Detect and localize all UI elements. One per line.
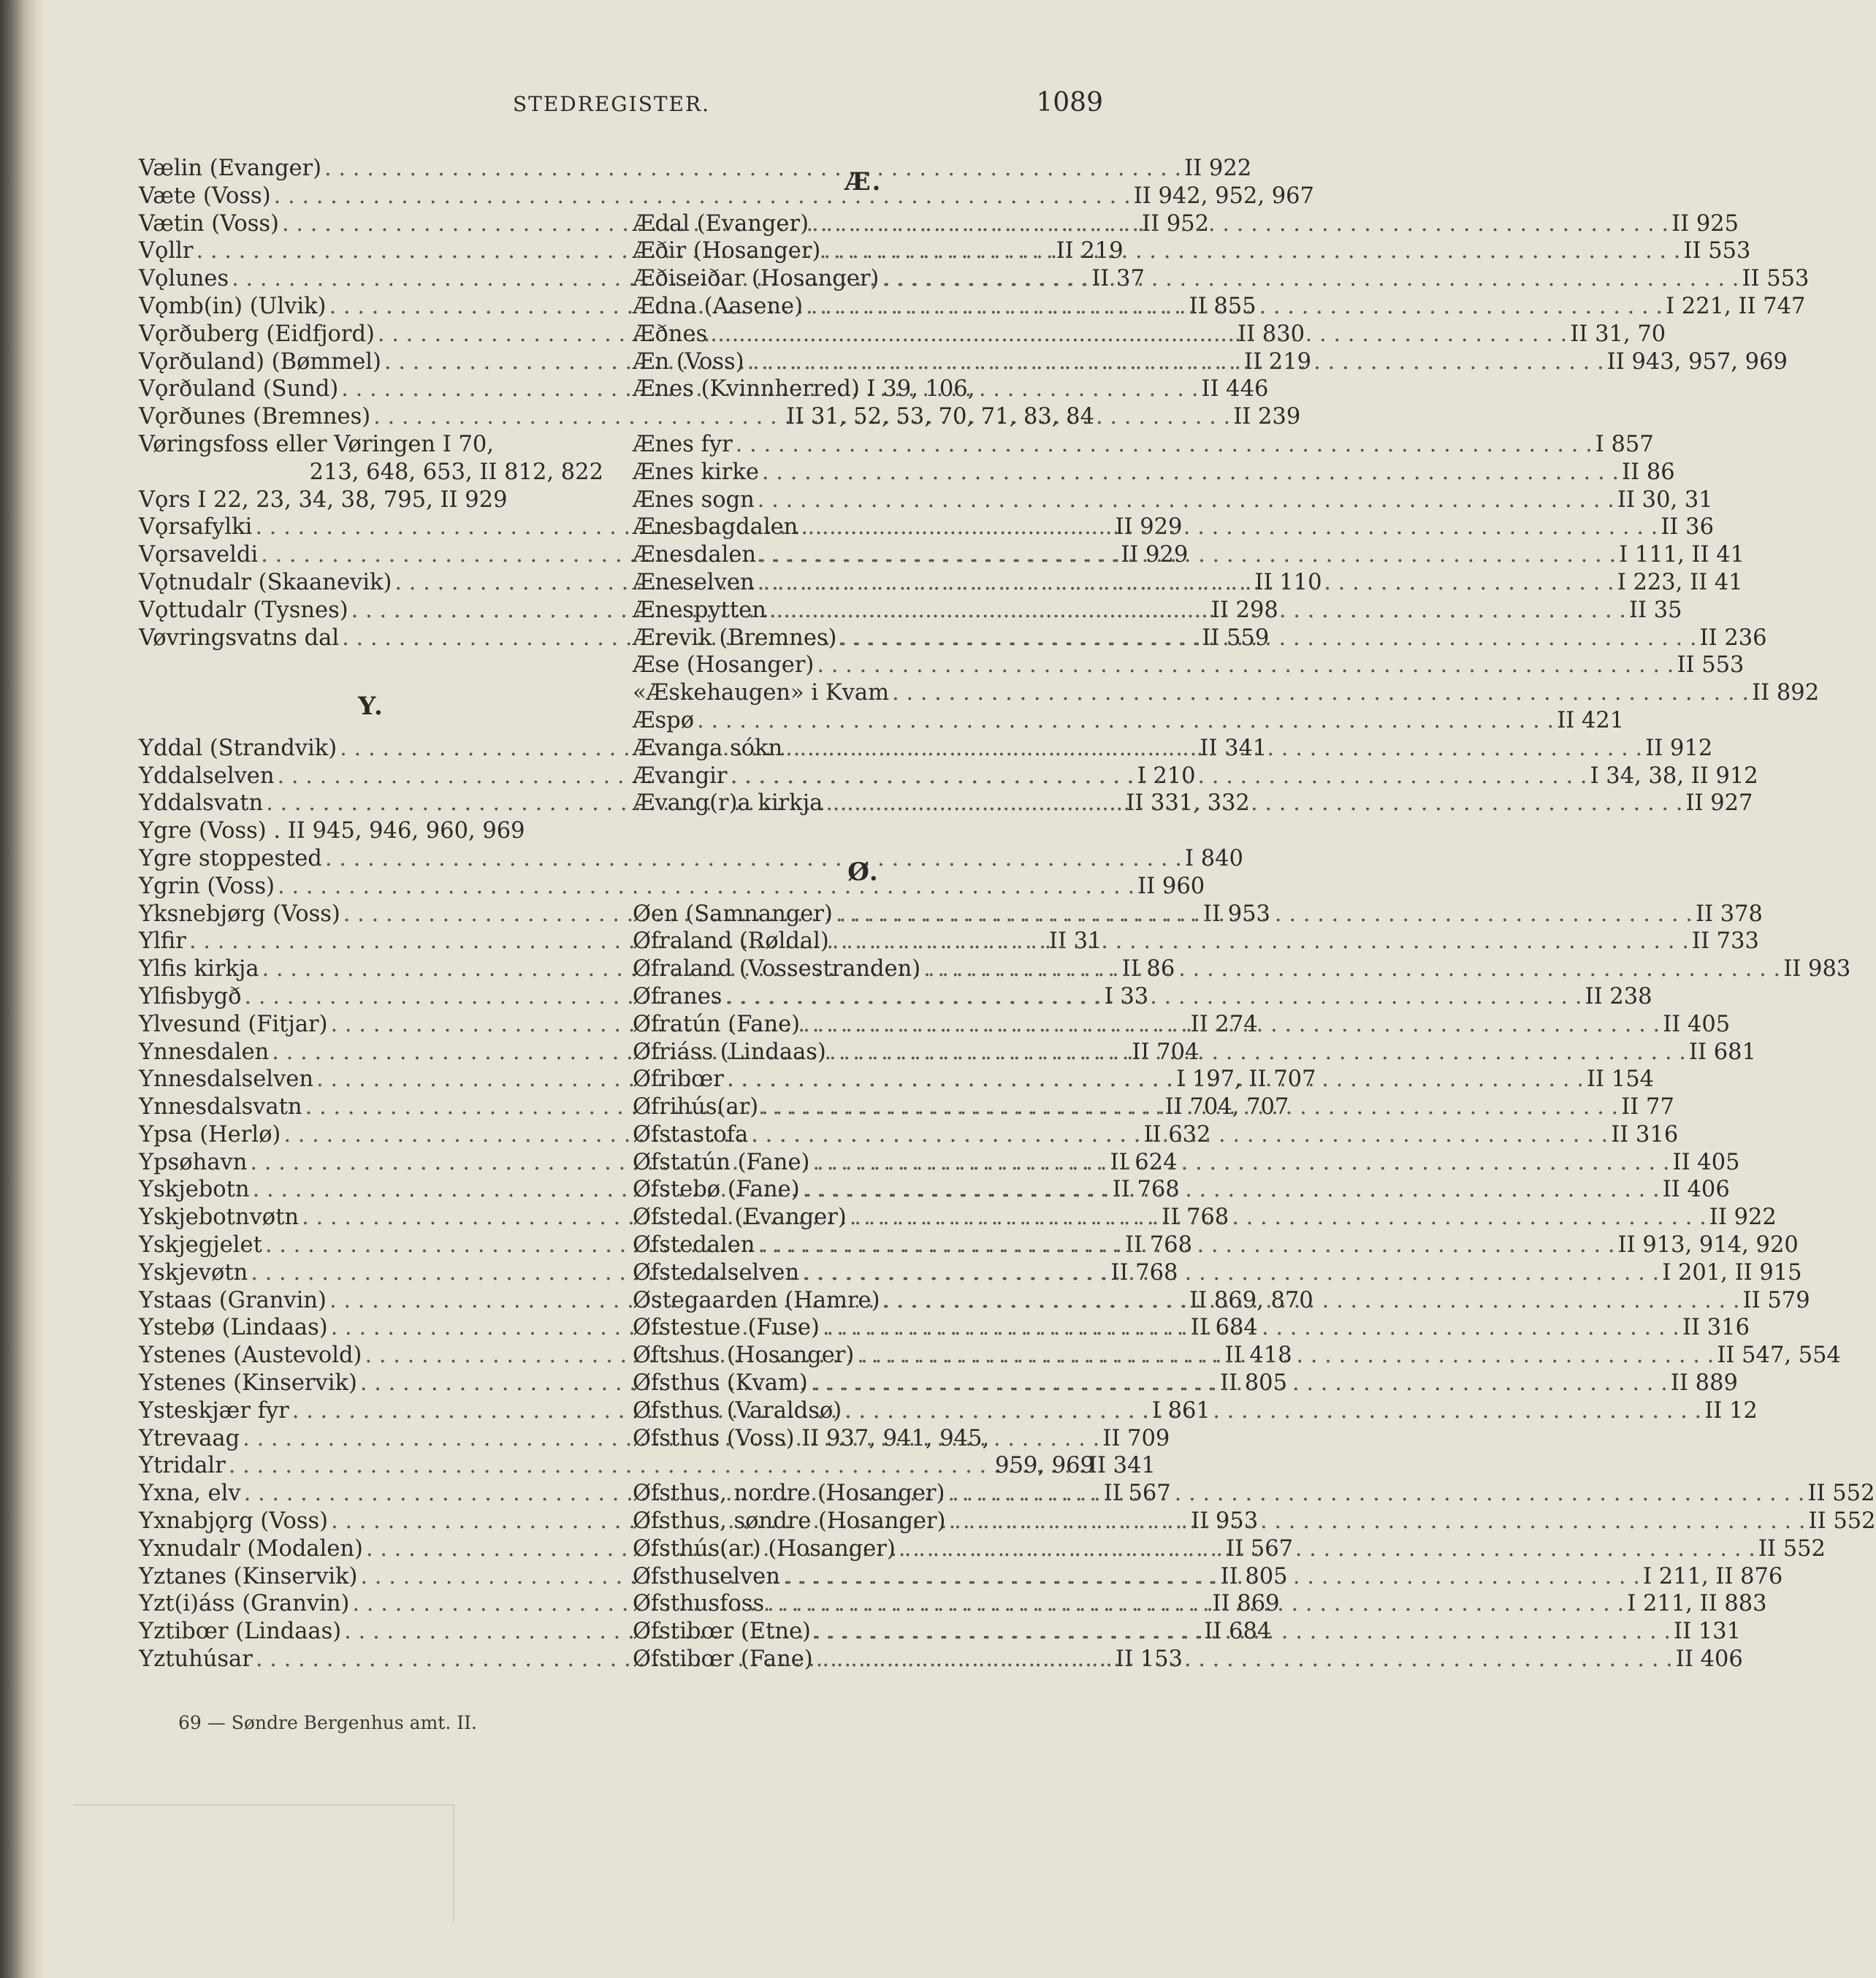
index-entry [633, 1425, 1094, 1453]
dot-leader [823, 790, 1685, 817]
dot-leader [780, 1563, 1643, 1591]
entry-name: Vælin (Evanger) [139, 156, 322, 181]
index-entry [139, 155, 1252, 183]
entry-name: Ævanga sókn [633, 735, 783, 761]
dot-leader [755, 486, 1617, 514]
dot-leader [854, 1342, 1717, 1370]
entry-reference: II 624 [1110, 1149, 1178, 1175]
entry-reference: I 111, II 41 [1619, 542, 1745, 568]
entry-reference: II 131 [1674, 1619, 1742, 1645]
signature-mark: 69 — Søndre Bergenhus amt. II. [178, 1712, 477, 1733]
entry-name: Ytrevaag [139, 1425, 240, 1451]
entry-name: Øfsthus (Varaldsø) [633, 1397, 842, 1424]
index-entry [633, 431, 1654, 459]
running-title: STEDREGISTER. [513, 92, 710, 116]
entry-reference: II 869 [1212, 1591, 1280, 1617]
entry-name: Ygrin (Voss) [139, 873, 275, 899]
entry-reference: II 77 [1621, 1094, 1674, 1120]
dot-leader [800, 1011, 1663, 1039]
entry-name: Øfstedal (Evanger) [633, 1204, 847, 1231]
entry-name: Yxnudalr (Modalen) [139, 1535, 363, 1562]
entry-name: Yztanes (Kinservik) [139, 1563, 358, 1589]
entry-name: Vǫrðuland (Sund) [139, 376, 339, 402]
entry-reference: II 405 [1663, 1011, 1731, 1037]
entry-name: Ystebø (Lindaas) [139, 1315, 328, 1341]
entry-name: Øfrihús(ar) [633, 1094, 759, 1120]
entry-reference: II 912 [1645, 735, 1713, 761]
entry-reference: II 681 [1688, 1039, 1756, 1065]
entry-name: Æn (Voss) [633, 348, 744, 375]
entry-name: Ylvesund (Fitjar) [139, 1011, 328, 1037]
entry-name: Ænespytten [633, 597, 766, 623]
entry-reference: II 943, 957, 969 [1606, 348, 1788, 375]
entry-reference: I 857 [1595, 431, 1654, 457]
entry-reference: II 35 [1628, 597, 1682, 623]
dot-leader [758, 1093, 1621, 1121]
index-entry [633, 928, 1759, 955]
dot-leader [889, 679, 1752, 707]
entry-name: Vøvringsvatns dal [139, 625, 340, 651]
entry-reference: II 219 [1244, 348, 1312, 375]
index-entry [139, 873, 1205, 901]
entry-name: Vǫlunes [139, 266, 229, 292]
entry-reference: II 406 [1675, 1646, 1743, 1673]
entry-reference: II 922 [1184, 156, 1252, 181]
entry-name: Ystenes (Austevold) [139, 1343, 362, 1369]
entry-name: Ystaas (Granvin) [139, 1287, 327, 1313]
entry-reference: II 952 [1142, 210, 1210, 237]
entry-reference: II 684 [1190, 1315, 1258, 1341]
dot-leader [945, 1508, 1808, 1535]
entry-name: Vǫtnudalr (Skaanevik) [139, 569, 392, 595]
entry-name: Ygre (Voss) . II 945, 946, 960, 969 [139, 818, 525, 844]
dot-leader [803, 293, 1666, 321]
entry-reference: II 331, 332 [1126, 790, 1250, 817]
index-entry [633, 679, 1820, 707]
dot-leader [813, 1646, 1676, 1673]
entry-reference: II 805 [1219, 1370, 1287, 1397]
entry-reference: II 238 [1585, 983, 1652, 1009]
dot-leader [756, 541, 1619, 569]
entry-reference: II 733 [1691, 928, 1759, 955]
entry-name: Yksnebjørg (Voss) [139, 901, 340, 927]
dot-leader [811, 1618, 1674, 1646]
entry-name: Ænes sogn [633, 486, 755, 513]
entry-name: Ysteskjær fyr [139, 1397, 289, 1424]
entry-name: Ylfis kirkja [139, 956, 259, 982]
entry-name: Ænes fyr [633, 431, 733, 457]
entry-reference: II 913, 914, 920 [1617, 1232, 1799, 1259]
entry-name: Æðnes [633, 321, 708, 347]
entry-reference: II 942, 952, 967 [1133, 183, 1314, 209]
dot-leader [809, 1149, 1672, 1177]
entry-name: Østegaarden (Hamre) [633, 1287, 880, 1313]
entry-name: Ytridalr [139, 1453, 226, 1479]
entry-name: Yzt(i)áss (Granvin) [139, 1591, 350, 1617]
entry-name: Æneselven [633, 569, 755, 595]
entry-reference: II 154 [1587, 1066, 1655, 1093]
dot-leader [826, 1039, 1689, 1066]
entry-reference: II 553 [1742, 266, 1810, 292]
entry-name: Øfstedalselven [633, 1259, 800, 1286]
entry-name: Vǫrsafylki [139, 514, 253, 541]
index-entry-continuation: 213, 648, 653, II 812, 822 [309, 459, 603, 485]
entry-name: Øfstatún (Fane) [633, 1149, 810, 1175]
entry-reference: II 953 [1191, 1508, 1259, 1535]
dot-leader [733, 431, 1595, 459]
entry-name: Ynnesdalsvatn [139, 1094, 302, 1120]
entry-name: Øfstedalen [633, 1232, 755, 1259]
section-letter: Y. [358, 692, 384, 722]
dot-leader [707, 321, 1570, 348]
entry-name: Øfstestue (Fuse) [633, 1315, 820, 1341]
entry-name: Ævang(r)a kirkja [633, 790, 823, 817]
entry-reference: II 552 [1808, 1508, 1876, 1535]
book-spine-shadow [0, 0, 45, 1978]
entry-reference: II 927 [1685, 790, 1753, 817]
entry-reference: II 341 [1088, 1453, 1156, 1479]
entry-name: Æðiseiðar (Hosanger) [633, 266, 880, 292]
section-letter: Ø. [847, 857, 880, 887]
dot-leader [724, 1066, 1587, 1093]
entry-reference: I 201, II 915 [1662, 1259, 1802, 1286]
entry-name: Yddalselven [139, 763, 275, 789]
index-entry [139, 845, 1243, 873]
entry-reference: I 210 [1137, 763, 1196, 789]
entry-reference: II 36 [1660, 514, 1714, 541]
entry-name: Yddal (Strandvik) [139, 735, 338, 761]
entry-name: Yxna, elv [139, 1481, 241, 1507]
section-letter: Æ. [844, 167, 882, 196]
dot-leader [896, 1535, 1758, 1563]
dot-leader [833, 901, 1696, 928]
index-entry [139, 817, 603, 845]
entry-name: Yskjevøtn [139, 1259, 248, 1286]
entry-reference: II 567 [1103, 1481, 1171, 1507]
entry-name: Øfsthus, nordre (Hosanger) [633, 1481, 945, 1507]
entry-reference: II 553 [1677, 652, 1745, 679]
dot-leader [727, 763, 1590, 790]
entry-reference: I 211, II 876 [1642, 1563, 1783, 1589]
index-entry [633, 237, 1751, 265]
entry-reference: II 37 [1091, 266, 1145, 292]
entry-name: Yxnabjǫrg (Voss) [139, 1508, 328, 1535]
index-entry [633, 459, 1675, 486]
entry-reference: I 221, II 747 [1666, 293, 1806, 319]
entry-reference: II 889 [1670, 1370, 1738, 1397]
dot-leader [879, 265, 1742, 293]
entry-name: Ygre stoppested [139, 845, 322, 871]
entry-name: Yskjebotnvøtn [139, 1204, 300, 1231]
entry-name: Øfsthus, søndre (Hosanger) [633, 1508, 946, 1535]
entry-reference: II 316 [1611, 1121, 1679, 1148]
entry-name: Vǫrsaveldi [139, 542, 259, 568]
entry-reference: II 704, 707 [1164, 1094, 1289, 1120]
dot-leader [694, 707, 1557, 735]
entry-reference: II 12 [1704, 1397, 1758, 1424]
entry-name: Yztibœr (Lindaas) [139, 1619, 342, 1645]
entry-reference: II 298 [1210, 597, 1278, 623]
entry-name: Ædna (Aasene) [633, 293, 803, 319]
entry-name: Øfsthús(ar) (Hosanger) [633, 1535, 896, 1562]
entry-reference: II 446 [1201, 376, 1269, 402]
entry-reference: II 86 [1622, 459, 1675, 485]
entry-reference: II 632 [1143, 1121, 1211, 1148]
entry-reference: II 421 [1557, 707, 1625, 733]
entry-reference: II 418 [1224, 1343, 1292, 1369]
entry-reference: II 960 [1137, 873, 1205, 899]
dot-leader [722, 983, 1585, 1011]
entry-reference: II 316 [1682, 1315, 1750, 1341]
entry-name: Vǫrðunes (Bremnes) [139, 404, 371, 430]
entry-reference: II 567 [1226, 1535, 1294, 1562]
blank-line [139, 652, 603, 679]
entry-reference: I 33 [1104, 983, 1149, 1009]
entry-reference: II 153 [1115, 1646, 1183, 1673]
entry-name: Ænes kirke [633, 459, 759, 485]
entry-reference: II 110 [1254, 569, 1322, 595]
entry-name: Ævangir [633, 763, 728, 789]
entry-name: Yddalsvatn [139, 790, 264, 817]
entry-name: Yztuhúsar [139, 1646, 253, 1673]
entry-reference: I 34, 38, II 912 [1590, 763, 1758, 789]
dot-leader [766, 597, 1629, 625]
entry-name: Øfribœr [633, 1066, 724, 1093]
page-number: 1089 [1036, 88, 1103, 118]
entry-reference: II 869, 870 [1189, 1287, 1313, 1313]
entry-reference: II 219 [1056, 238, 1124, 264]
entry-name: Øfstebø (Fane) [633, 1177, 800, 1203]
entry-reference: II 768 [1110, 1259, 1178, 1286]
entry-reference: II 552 [1807, 1481, 1875, 1507]
dot-leader [755, 569, 1617, 597]
entry-reference: II 805 [1220, 1563, 1288, 1589]
entry-name: Æspø [633, 707, 695, 733]
entry-name: «Æskehaugen» i Kvam [633, 680, 889, 706]
entry-name: Vǫrs I 22, 23, 34, 38, 795, II 929 [139, 486, 508, 513]
entry-reference: II 579 [1742, 1287, 1810, 1313]
entry-reference: II 31, 70 [1570, 321, 1666, 347]
dot-leader [820, 1314, 1682, 1342]
dot-leader [744, 348, 1607, 376]
entry-reference: II 239 [1233, 404, 1301, 430]
dot-leader [809, 210, 1671, 238]
dot-leader [920, 955, 1783, 983]
entry-name: Øftshus (Hosanger) [633, 1343, 855, 1369]
entry-reference: II 30, 31 [1617, 486, 1713, 513]
entry-reference: II 953 [1202, 901, 1270, 927]
entry-reference: II 274 [1190, 1011, 1258, 1037]
entry-reference: II 922 [1709, 1204, 1777, 1231]
dot-leader [800, 1176, 1663, 1204]
entry-name: Æse (Hosanger) [633, 652, 815, 679]
entry-reference: I 861 [1151, 1397, 1210, 1424]
entry-reference: II 768 [1112, 1177, 1180, 1203]
entry-name: Ænes (Kvinnherred) I 39, 106, [633, 376, 975, 402]
dot-leader [836, 625, 1699, 652]
entry-name: Øfraland (Røldal) [633, 928, 829, 955]
entry-name: Vǫttudalr (Tysnes) [139, 597, 348, 623]
entry-reference: II 405 [1672, 1149, 1740, 1175]
entry-reference: II 86 [1121, 956, 1175, 982]
entry-reference: II 406 [1662, 1177, 1730, 1203]
entry-reference: I 840 [1184, 845, 1243, 871]
entry-reference: II 31 [1048, 928, 1102, 955]
entry-name: Ystenes (Kinservik) [139, 1370, 357, 1397]
entry-name: Æðir (Hosanger) [633, 238, 821, 264]
entry-name: Øfsthusfoss [633, 1591, 765, 1617]
entry-reference: II 704 [1132, 1039, 1200, 1065]
entry-name: Øfsthus (Voss) II 937, 941, 945, [633, 1425, 990, 1451]
entry-name: Øfranes [633, 983, 722, 1009]
entry-name: Vǫrðuberg (Eidfjord) [139, 321, 375, 347]
entry-reference: II 892 [1752, 680, 1820, 706]
entry-name: Ynnesdalselven [139, 1066, 313, 1093]
entry-name: Vǫrðuland) (Bømmel) [139, 348, 381, 375]
index-entry [139, 183, 1314, 210]
page-header [139, 88, 1103, 121]
entry-name: Ypsa (Herlø) [139, 1121, 281, 1148]
entry-name: Ynnesdalen [139, 1039, 270, 1065]
entry-reference: II 855 [1189, 293, 1257, 319]
dot-leader [814, 652, 1677, 679]
entry-name: Yskjebotn [139, 1177, 250, 1203]
entry-name: Øfsthuselven [633, 1563, 780, 1589]
entry-reference: II 236 [1699, 625, 1767, 651]
entry-name: Ædal (Evanger) [633, 210, 809, 237]
entry-reference: II 684 [1204, 1619, 1272, 1645]
entry-name: Vǫmb(in) (Ulvik) [139, 293, 327, 319]
index-entry [633, 486, 1713, 514]
entry-reference: II 559 [1202, 625, 1270, 651]
entry-reference: I 223, II 41 [1617, 569, 1743, 595]
entry-name: Vǫllr [139, 238, 194, 264]
entry-name: Øfstastofa [633, 1121, 749, 1148]
entry-name: Øfstibœr (Fane) [633, 1646, 813, 1673]
index-entry-continuation: II 31, 52, 53, 70, 71, 83, 84 [786, 404, 1094, 430]
index-entry [139, 431, 603, 459]
entry-name: Ylfir [139, 928, 186, 955]
entry-name: Ænesdalen [633, 542, 757, 568]
dot-leader [945, 1480, 1807, 1508]
index-entry [633, 707, 1625, 735]
entry-name: Yskjegjelet [139, 1232, 262, 1259]
entry-reference: I 211, II 883 [1627, 1591, 1767, 1617]
dot-leader [748, 1121, 1611, 1149]
entry-name: Øfraland (Vossestranden) [633, 956, 921, 982]
entry-name: Vætin (Voss) [139, 210, 279, 237]
entry-name: Ypsøhavn [139, 1149, 248, 1175]
entry-reference: II 553 [1683, 238, 1751, 264]
entry-reference: I 197, II 707 [1176, 1066, 1316, 1093]
entry-reference: II 983 [1783, 956, 1851, 982]
dot-leader [820, 237, 1683, 265]
entry-name: Øfriáss (Lindaas) [633, 1039, 826, 1065]
entry-reference: II 929 [1121, 542, 1189, 568]
entry-reference: II 378 [1695, 901, 1763, 927]
entry-reference: II 709 [1102, 1425, 1170, 1451]
dot-leader [799, 1259, 1662, 1287]
entry-reference: II 929 [1115, 514, 1183, 541]
dot-leader [829, 928, 1692, 955]
entry-reference: II 768 [1124, 1232, 1192, 1259]
entry-name: Væte (Voss) [139, 183, 271, 209]
dot-leader [798, 513, 1660, 541]
dot-leader [755, 1232, 1617, 1259]
entry-name: Ænesbagdalen [633, 514, 798, 541]
dot-leader [808, 1370, 1671, 1397]
blank-line [633, 817, 1094, 845]
entry-reference: II 552 [1758, 1535, 1826, 1562]
entry-name: Vøringsfoss eller Vøringen I 70, [139, 431, 495, 457]
dot-leader [842, 1397, 1704, 1425]
dot-leader [759, 459, 1622, 486]
index-entry [633, 375, 1094, 403]
entry-name: Øfsthus (Kvam) [633, 1370, 808, 1397]
dot-leader [847, 1204, 1709, 1232]
entry-reference: II 341 [1200, 735, 1267, 761]
entry-reference: II 925 [1671, 210, 1739, 237]
entry-name: Øfratún (Fane) [633, 1011, 801, 1037]
index-entry [633, 652, 1745, 679]
index-entry-continuation: 959, 969 [995, 1453, 1094, 1479]
dot-leader [880, 1287, 1742, 1315]
entry-reference: II 768 [1162, 1204, 1229, 1231]
dot-leader [764, 1590, 1627, 1618]
entry-reference: II 830 [1238, 321, 1305, 347]
index-entry [139, 486, 603, 514]
entry-name: Øfstibœr (Etne) [633, 1619, 811, 1645]
entry-name: Ylfisbygð [139, 983, 242, 1009]
entry-reference: II 547, 554 [1717, 1343, 1841, 1369]
entry-name: Ærevik (Bremnes) [633, 625, 837, 651]
dot-leader [782, 735, 1645, 763]
entry-name: Øen (Samnanger) [633, 901, 833, 927]
paper-mark [73, 1804, 454, 1922]
